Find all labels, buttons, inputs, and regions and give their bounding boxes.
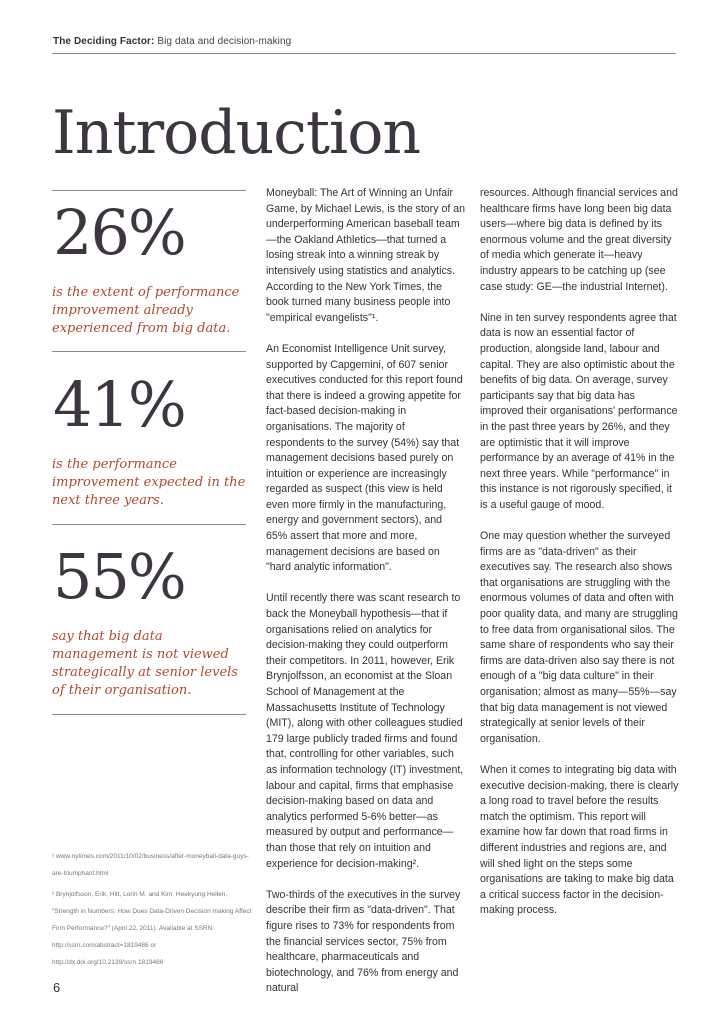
page-number: 6 [53,980,61,995]
paragraph: An Economist Intelligence Unit survey, supported by Capgemini, of 607 senior executives conducted for this report found that there is indeed a growing appetite for fact-based decision-making in organisations. The majority of respondents to the survey (54%) say that management decisions based purely on intuition or experience are increasingly regarded as suspect (this view is held even more firmly in the manufacturing, energy and government sectors), and 65% assert that more and more, management decisions are based on "hard analytic information". [266,342,463,574]
paragraph: Moneyball: The Art of Winning an Unfair Game, by Michael Lewis, is the story of an underperforming American baseball team—the Oakland Athletics—that turned a losing streak into a winning streak by intensively using statistics and analytics. According to the New York Times, the book turned many business people into "empirical evangelists"¹. [266,187,466,324]
stat-divider-4 [52,714,246,715]
body-column-middle [266,186,466,1012]
stat-desc-41: is the performance improvement expected in the next three years. [52,457,246,508]
stat-desc-55: say that big data management is not viewed strategically at senior levels of their organisation. [52,629,238,698]
body-column-right [480,186,680,935]
running-header [53,36,291,47]
stat-divider-3 [52,524,246,525]
stat-divider-2 [52,351,246,352]
paragraph: resources. Although financial services and healthcare firms have long been big data users—where big data is defined by its enormous volume and the great diversity of media which generate it—heavy industry appears to be catching up (see case study: GE—the industrial Internet). [480,187,678,293]
paragraph: Nine in ten survey respondents agree that data is now an essential factor of production, alongside land, labour and capital. They are also optimistic about the benefits of big data. On average, survey participants say that big data has improved their organisations' performance in the past three years by 26%, and they are optimistic that it will improve performance by an average of 41% in the next three years. While "performance" in this instance is not rigorously specified, it is a useful gauge of mood. [480,311,678,511]
paragraph: Two-thirds of the executives in the survey describe their firm as "data-driven". That figure rises to 73% for respondents from the financial services sector, 75% from healthcare, pharmaceuticals and biotechnology, and 76% from energy and natural [266,888,461,995]
paragraph: One may question whether the surveyed firms are as "data-driven" as their executives say. The research also shows that organisations are struggling with the enormous volumes of data and often with poor quality data, and many are struggling to free data from organisational silos. The same share of respondents who say their firms are data-driven also say there is not enough of a "big data culture" in their organisation; almost as many—55%—say that big data management is not viewed strategically at senior levels of their organisation. [480,530,678,745]
stat-value-55: 55% [53,540,185,613]
header-divider [52,53,676,54]
stat-value-41: 41% [53,368,185,441]
page-title: Introduction [52,98,420,168]
stat-divider-1 [52,190,246,191]
header-bold: The Deciding Factor: [53,36,155,47]
stat-desc-26: is the extent of performance improvement already experienced from big data. [52,285,240,336]
paragraph: When it comes to integrating big data with executive decision-making, there is clearly a long road to travel before the results match the optimism. This report will examine how far down that road firms in different industries and regions are, and will shed light on the steps some organisations are taking to make big data a critical success factor in the decision-making process. [480,763,679,917]
stat-value-26: 26% [53,196,185,269]
header-rest: Big data and decision-making [154,36,292,47]
footnote-2: ² Brynjolfsson, Erik, Hitt, Lorin M. and Kim, Heekyung Hellen, "Strength in Numbers: How Does Data-Driven Decision making Affect Firm Performance?" (April 22, 2011). Available at SSRN: http://ssrn.com/abstract=1819486 or http://dx.doi.org/10.2139/ssrn.1819486 [52,891,252,966]
paragraph: Until recently there was scant research to back the Moneyball hypothesis—that if organisations relied on analytics for decision-making they could outperform their competitors. In 2011, however, Erik Brynjolfsson, an economist at the Sloan School of Management at the Massachusetts Institute of Technology (MIT), along with other colleagues studied 179 large publicly traded firms and found that, controlling for other variables, such as information technology (IT) investment, labour and capital, firms that emphasise decision-making based on data and analytics performed 5-6% better—as measured by output and performance—than those that rely on intuition and experience for decision-making². [266,592,464,870]
footnotes [52,848,252,975]
footnote-1: ¹ www.nytimes.com/2011/10/02/business/after-moneyball-data-guys-are-triumphant.html [52,853,249,877]
